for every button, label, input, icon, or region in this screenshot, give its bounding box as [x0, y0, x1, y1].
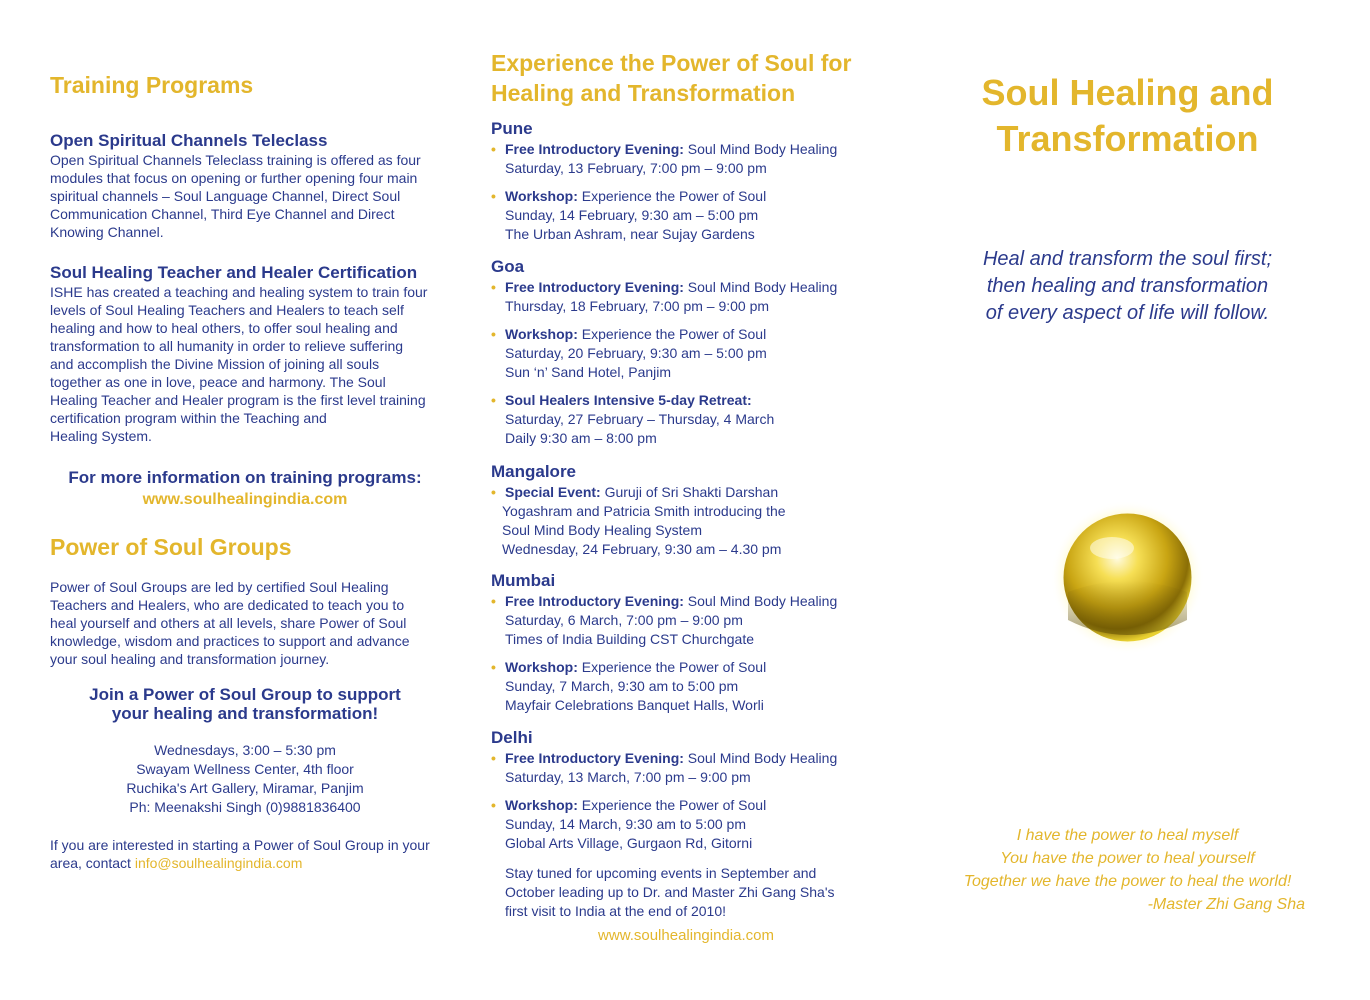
- power-of-soul-groups-heading: Power of Soul Groups: [50, 534, 292, 560]
- event-item: • Free Introductory Evening: Soul Mind Body Healing Thursday, 18 February, 7:00 pm – 9:00 pm: [491, 279, 838, 314]
- event-item: • Workshop: Experience the Power of Soul Sunday, 14 February, 9:30 am – 5:00 pm The Urban Ashram, near Sujay Gardens: [491, 188, 767, 242]
- osc-teleclass-description: Open Spiritual Channels Teleclass training is offered as four modules that focus on opening or further opening four main spiritual channels – Soul Language Channel, Direct Soul Communication Channel, Third Eye Channel and Direct Knowing Channel.: [50, 152, 421, 240]
- training-programs-heading: Training Programs: [50, 72, 254, 98]
- bullet-icon: •: [491, 659, 496, 675]
- more-info-text: For more information on training programs:: [68, 468, 422, 487]
- city-delhi: Delhi: [491, 728, 533, 747]
- meeting-details: Wednesdays, 3:00 – 5:30 pm Swayam Wellness Center, 4th floor Ruchika's Art Gallery, Miramar, Panjim Ph: Meenakshi Singh (0)9881836400: [126, 742, 364, 815]
- event-item: • Workshop: Experience the Power of Soul Sunday, 14 March, 9:30 am to 5:00 pm Global Arts Village, Gurgaon Rd, Gitorni: [491, 797, 767, 851]
- event-item: • Special Event: Guruji of Sri Shakti Darshan Yogashram and Patricia Smith introducing the Soul Mind Body Healing System Wednesday, 24 February, 9:30 am – 4.30 pm: [491, 484, 786, 557]
- website-link[interactable]: www.soulhealingindia.com: [142, 491, 348, 508]
- events-heading: Experience the Power of Soul for Healing and Transformation: [491, 50, 852, 106]
- bullet-icon: •: [491, 797, 496, 813]
- cover-tagline: Heal and transform the soul first; then healing and transformation of every aspect of life will follow.: [982, 248, 1272, 324]
- event-item: • Soul Healers Intensive 5-day Retreat: Saturday, 27 February – Thursday, 4 March Daily 9:30 am – 8:00 pm: [491, 392, 775, 446]
- quote-author: -Master Zhi Gang Sha: [1147, 896, 1305, 913]
- contact-email-link[interactable]: info@soulhealingindia.com: [134, 855, 303, 871]
- bullet-icon: •: [491, 326, 496, 342]
- bullet-icon: •: [491, 593, 496, 609]
- master-quote: I have the power to heal myself You have the power to heal yourself Together we have the power to heal the world! -Master Zhi Gang Sha: [940, 824, 1315, 916]
- event-item: • Workshop: Experience the Power of Soul Saturday, 20 February, 9:30 am – 5:00 pm Sun ‘n’ Sand Hotel, Panjim: [491, 326, 767, 380]
- start-group-info: If you are interested in starting a Power of Soul Group in your area, contact info@soulhealingindia.com: [50, 837, 430, 871]
- certification-description: ISHE has created a teaching and healing system to train four levels of Soul Healing Teachers and Healers to teach self healing and how to heal others, to offer soul healing and transformation to all humanity in order to relieve suffering and accomplish the Divine Mission of joining all souls together as one in love, peace and harmony. The Soul Healing Teacher and Healer program is the first level training certification program within the Teaching and Healing System.: [50, 284, 428, 444]
- event-item: • Free Introductory Evening: Soul Mind Body Healing Saturday, 13 March, 7:00 pm – 9:00 pm: [491, 750, 838, 785]
- golden-orb-image: [1050, 500, 1205, 655]
- bullet-icon: •: [491, 484, 496, 500]
- bullet-icon: •: [491, 188, 496, 204]
- join-group-callout: Join a Power of Soul Group to support your healing and transformation!: [89, 685, 401, 723]
- event-item: • Free Introductory Evening: Soul Mind Body Healing Saturday, 13 February, 7:00 pm – 9:00 pm: [491, 141, 838, 176]
- osc-teleclass-heading: Open Spiritual Channels Teleclass: [50, 131, 328, 150]
- more-info-block: [50, 467, 440, 511]
- bullet-icon: •: [491, 279, 496, 295]
- cover-title: Soul Healing and Transformation: [981, 72, 1274, 159]
- bullet-icon: •: [491, 750, 496, 766]
- footer-website-link[interactable]: www.soulhealingindia.com: [598, 927, 774, 944]
- stay-tuned-note: Stay tuned for upcoming events in September and October leading up to Dr. and Master Zhi Gang Sha's first visit to India at the end of 2010!: [505, 865, 835, 919]
- groups-description: Power of Soul Groups are led by certified Soul Healing Teachers and Healers, who are dedicated to teach you to heal yourself and others at all levels, share Power of Soul knowledge, wisdom and practices to support and advance your soul healing and transformation journey.: [50, 579, 410, 667]
- bullet-icon: •: [491, 141, 496, 157]
- bullet-icon: •: [491, 392, 496, 408]
- city-goa: Goa: [491, 257, 525, 276]
- certification-heading: Soul Healing Teacher and Healer Certification: [50, 263, 418, 282]
- city-mumbai: Mumbai: [491, 571, 556, 590]
- city-pune: Pune: [491, 119, 533, 138]
- city-mangalore: Mangalore: [491, 462, 577, 481]
- event-item: • Free Introductory Evening: Soul Mind Body Healing Saturday, 6 March, 7:00 pm – 9:00 pm Times of India Building CST Churchgate: [491, 593, 838, 647]
- event-item: • Workshop: Experience the Power of Soul Sunday, 7 March, 9:30 am to 5:00 pm Mayfair Celebrations Banquet Halls, Worli: [491, 659, 767, 713]
